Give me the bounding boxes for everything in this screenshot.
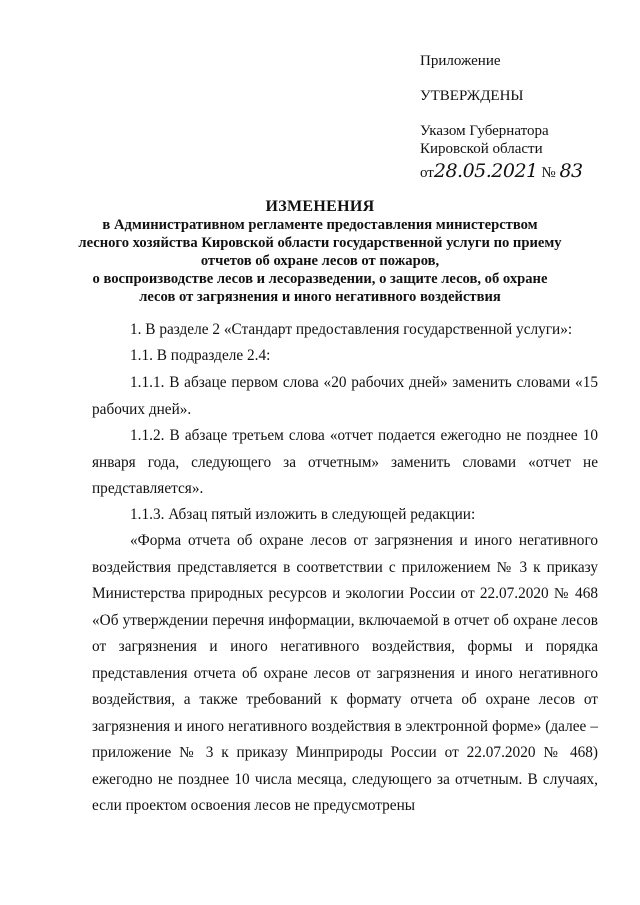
subtitle-line: в Административном регламенте предоставления министерством <box>102 217 538 233</box>
sign-prefix: от <box>420 165 434 181</box>
handwritten-number: 83 <box>559 160 583 182</box>
subtitle-line: лесного хозяйства Кировской области государственной услуги по приему <box>78 235 562 251</box>
handwritten-date: 28.05.2021 <box>433 160 538 182</box>
approved-label: УТВЕРЖДЕНЫ <box>420 88 524 104</box>
subtitle-line: лесов от загрязнения и иного негативного воздействия <box>139 289 501 305</box>
number-sign: № <box>541 165 556 181</box>
signature-line <box>420 160 583 182</box>
paragraph-section-2: 1. В разделе 2 «Стандарт предоставления государственной услуги»: <box>130 321 573 338</box>
decree-line-1: Указом Губернатора <box>420 123 549 139</box>
paragraph-new-text: «Форма отчета об охране лесов от загрязнения и иного негативного воздействия представляется в соответствии с приложением № 3 к приказу Министерства природных ресурсов и экологии России от 22.07.2020 № 468 «Об утверждении перечня информации, включаемой в отчет об охране лесов от загрязнения и иного негативного воздействия, формы и порядка представления отчета об охране лесов от загрязнения и иного негативного воздействия, а также требований к формату отчета об охране лесов от загрязнения и иного негативного воздействия в электронной форме» (далее – приложение № 3 к приказу Минприроды России от 22.07.2020 № 468) ежегодно не позднее 10 числа месяца, следующего за отчетным. В случаях, если проектом освоения лесов не предусмотрены <box>92 532 598 814</box>
subtitle-line: отчетов об охране лесов от пожаров, <box>200 253 440 269</box>
subtitle-line: о воспроизводстве лесов и лесоразведении, о защите лесов, об охране <box>92 271 548 287</box>
document-title: ИЗМЕНЕНИЯ <box>265 198 375 215</box>
paragraph-1-1-3: 1.1.3. Абзац пятый изложить в следующей редакции: <box>130 506 476 523</box>
paragraph-subsection-2-4: 1.1. В подразделе 2.4: <box>130 347 271 364</box>
document-subtitle <box>60 216 580 306</box>
paragraph-1-1-2: 1.1.2. В абзаце третьем слова «отчет подается ежегодно не позднее 10 января года, следующего за отчетным» заменить словами «отчет не представляется». <box>92 427 598 497</box>
paragraph-1-1-1: 1.1.1. В абзаце первом слова «20 рабочих дней» заменить словами «15 рабочих дней». <box>92 374 598 418</box>
appendix-label: Приложение <box>420 53 501 69</box>
decree-line-2: Кировской области <box>420 141 543 157</box>
